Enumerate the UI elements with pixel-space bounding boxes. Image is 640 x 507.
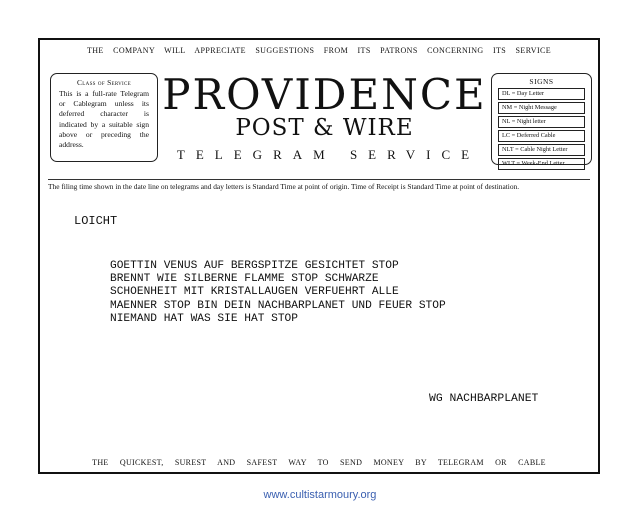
message-line: BRENNT WIE SILBERNE FLAMME STOP SCHWARZE (110, 273, 379, 286)
sign-item: NM = Night Message (498, 102, 585, 114)
brand-title: PROVIDENCE (162, 70, 487, 119)
bottom-motto: THE QUICKEST, SUREST AND SAFEST WAY TO SEND MONEY BY TELEGRAM OR CABLE (92, 458, 546, 467)
telegram-form (38, 38, 600, 474)
message-line: GOETTIN VENUS AUF BERGSPITZE GESICHTET STOP (110, 260, 399, 272)
brand-subtitle: POST & WIRE (235, 115, 414, 141)
signature: WG NACHBARPLANET (429, 393, 539, 405)
signs-box (491, 73, 592, 165)
recipient: LOICHT (74, 214, 118, 228)
sign-item: NLT = Cable Night Letter (498, 144, 585, 156)
signs-title: SIGNS (529, 77, 554, 86)
sign-item: LC = Deferred Cable (498, 130, 585, 142)
sign-item: WLT = Week-End Letter (498, 158, 585, 170)
message-body (110, 260, 446, 326)
class-of-service-text: This is a full-rate Telegram or Cablegram unless its deferred character is indicated by a suitable sign above or preceding the address. (59, 89, 149, 150)
sign-item: DL = Day Letter (498, 88, 585, 100)
message-line: SCHOENHEIT MIT KRISTALLAUGEN VERFUEHRT ALLE (110, 286, 399, 299)
class-of-service-box (50, 73, 158, 162)
footer-link[interactable]: www.cultistarmoury.org (263, 489, 377, 501)
message-line: MAENNER STOP BIN DEIN NACHBARPLANET UND FEUER STOP (110, 299, 446, 312)
message-line: NIEMAND HAT WAS SIE HAT STOP (110, 312, 298, 325)
sign-item: NL = Night letter (498, 116, 585, 128)
class-of-service-title: Class of Service (77, 78, 131, 87)
brand-header (158, 70, 491, 163)
top-motto: THE COMPANY WILL APPRECIATE SUGGESTIONS FROM ITS PATRONS CONCERNING ITS SERVICE (86, 46, 552, 55)
filing-time-note: The filing time shown in the date line on telegrams and day letters is Standard Time at point of origin. Time of Receipt is Standard Time at point of destination. (48, 179, 590, 191)
brand-service: TELEGRAM SERVICE (176, 147, 481, 162)
